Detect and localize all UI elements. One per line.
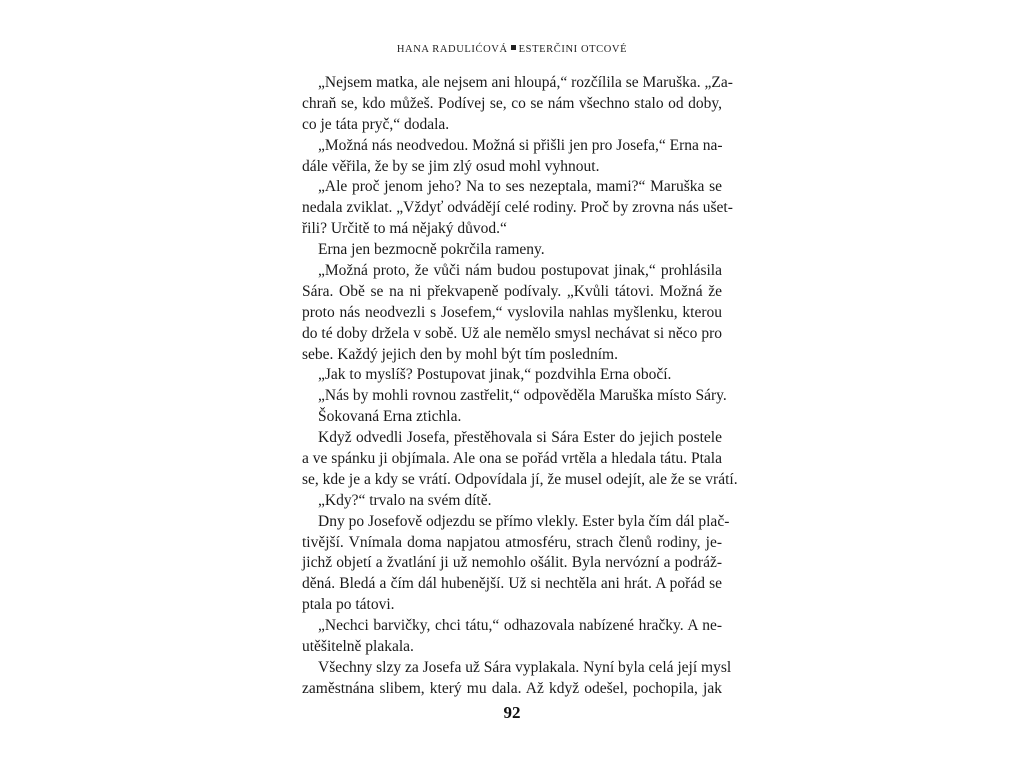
header-author: HANA RADULIĆOVÁ [396,44,508,55]
paragraph [302,261,722,365]
text-line: chraň se, kdo můžeš. Podívej se, co se nám všechno stalo od doby, [302,94,722,112]
text-line: a ve spánku ji objímala. Ale ona se pořád vrtěla a hledala tátu. Ptala [302,450,722,468]
text-line: se, kde je a kdy se vrátí. Odpovídala jí, že musel odejít, ale že se vrátí. [302,470,738,488]
text-line: „Možná proto, že vůči nám budou postupovat jinak,“ prohlásila [318,262,722,280]
header-separator-icon [511,45,516,50]
text-line: řili? Určitě to má nějaký důvod.“ [302,220,507,238]
text-line: zaměstnána slibem, který mu dala. Až když odešel, pochopila, jak [302,679,722,697]
text-line: „Ale proč jenom jeho? Na to ses nezeptala, mami?“ Maruška se [318,178,722,196]
text-line: dále věřila, že by se jim zlý osud mohl vyhnout. [302,157,600,175]
paragraph [302,407,722,428]
text-line: Dny po Josefově odjezdu se přímo vlekly. Ester byla čím dál plač- [318,512,730,530]
header-title: ESTERČINI OTCOVÉ [518,44,628,55]
paragraph [302,616,722,658]
text-line: jichž objetí a žvatlání ji už nemohlo ošálit. Byla nervózní a podráž- [302,554,722,572]
text-line: Sára. Obě se na ni překvapeně podívaly. „Kvůli tátovi. Možná že [302,282,722,300]
text-line: Erna jen bezmocně pokrčila rameny. [318,241,545,259]
text-line: „Nechci barvičky, chci tátu,“ odhazovala nabízené hračky. A ne- [318,617,722,635]
paragraph [302,136,722,178]
text-line: „Nás by mohli rovnou zastřelit,“ odpověděla Maruška místo Sáry. [318,387,727,405]
paragraph [302,240,722,261]
text-line: „Jak to myslíš? Postupovat jinak,“ pozdvihla Erna obočí. [318,366,672,384]
text-line: ptala po tátovi. [302,596,395,614]
text-line: „Nejsem matka, ale nejsem ani hloupá,“ rozčílila se Maruška. „Za- [318,74,733,91]
paragraph [302,512,730,616]
page-number: 92 [503,703,521,722]
text-line: do té doby držela v sobě. Už ale nemělo smysl nechávat si něco pro [302,324,722,342]
text-line: sebe. Každý jejich den by mohl být tím posledním. [302,345,618,363]
text-line: nedala zviklat. „Vždyť odvádějí celé rodiny. Proč by zrovna nás ušet- [302,199,733,217]
text-line: „Kdy?“ trvalo na svém dítě. [318,491,492,509]
text-line: co je táta pryč,“ dodala. [302,115,450,133]
text-line: Šokovaná Erna ztichla. [318,408,462,426]
text-line: „Možná nás neodvedou. Možná si přišli jen pro Josefa,“ Erna na- [318,136,723,154]
paragraph [302,177,733,240]
running-header [0,44,1024,55]
body-text [302,73,738,700]
paragraph [302,386,727,407]
paragraph [302,73,733,136]
paragraph [302,365,722,386]
text-line: děná. Bledá a čím dál hubenější. Už si nechtěla ani hrát. A pořád se [302,575,722,593]
text-line: tivější. Vnímala doma napjatou atmosféru, strach členů rodiny, je- [302,533,722,551]
text-line: proto nás neodvezli s Josefem,“ vyslovila nahlas myšlenku, kterou [302,303,722,321]
text-line: Všechny slzy za Josefa už Sára vyplakala. Nyní byla celá její mysl [318,658,732,676]
paragraph [302,658,732,700]
paragraph [302,428,738,491]
paragraph [302,491,722,512]
text-line: Když odvedli Josefa, přestěhovala si Sára Ester do jejich postele [318,429,722,447]
text-line: utěšitelně plakala. [302,638,414,656]
